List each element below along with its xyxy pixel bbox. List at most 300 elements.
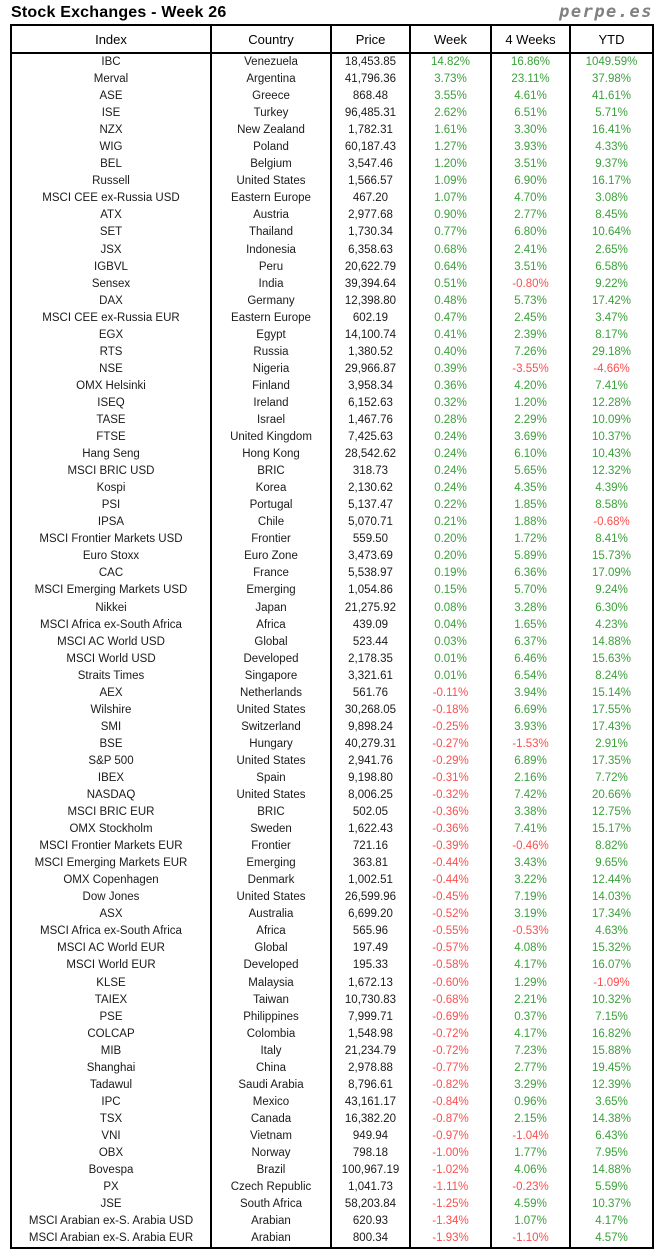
price-cell: 1,782.31 — [332, 122, 411, 139]
ytd-cell: 10.32% — [591, 993, 631, 1006]
week-cell: 0.24% — [411, 446, 492, 463]
four-weeks-cell: 16.86% — [492, 54, 571, 71]
country-cell: Frontier — [212, 531, 332, 548]
index-cell: WIG — [12, 139, 212, 156]
country-cell: Taiwan — [212, 992, 332, 1009]
ytd-cell: 9.24% — [595, 584, 628, 597]
ytd-cell: 17.35% — [591, 754, 631, 767]
table-row — [12, 923, 652, 940]
week-cell: 0.04% — [411, 617, 492, 634]
price-cell: 7,999.71 — [332, 1009, 411, 1026]
ytd-cell: 8.82% — [595, 840, 628, 853]
week-cell: -0.25% — [411, 719, 492, 736]
ytd-cell: 2.65% — [595, 243, 628, 256]
week-cell: -0.87% — [411, 1111, 492, 1128]
week-cell: -1.11% — [411, 1179, 492, 1196]
table-row — [12, 770, 652, 787]
country-cell: Vietnam — [212, 1128, 332, 1145]
four-weeks-cell: 1.65% — [492, 617, 571, 634]
four-weeks-cell: 4.70% — [492, 190, 571, 207]
column-header-4-weeks: 4 Weeks — [492, 26, 571, 52]
country-cell: Indonesia — [212, 242, 332, 259]
table-row — [12, 1196, 652, 1213]
price-cell: 6,152.63 — [332, 395, 411, 412]
four-weeks-cell: 1.29% — [492, 975, 571, 992]
week-cell: -0.82% — [411, 1077, 492, 1094]
ytd-cell: 19.45% — [591, 1061, 631, 1074]
price-cell: 195.33 — [332, 957, 411, 974]
country-cell: Austria — [212, 207, 332, 224]
price-cell: 1,054.86 — [332, 582, 411, 599]
table-row — [12, 617, 652, 634]
index-cell: IBC — [12, 54, 212, 71]
table-row — [12, 889, 652, 906]
index-cell: NZX — [12, 122, 212, 139]
price-cell: 5,137.47 — [332, 497, 411, 514]
country-cell: Venezuela — [212, 54, 332, 71]
table-row — [12, 992, 652, 1009]
price-cell: 8,796.61 — [332, 1077, 411, 1094]
country-cell: Euro Zone — [212, 548, 332, 565]
table-row — [12, 685, 652, 702]
week-cell: -1.25% — [411, 1196, 492, 1213]
week-cell: -0.60% — [411, 975, 492, 992]
ytd-cell: 4.33% — [595, 141, 628, 154]
week-cell: -0.11% — [411, 685, 492, 702]
ytd-cell: 29.18% — [591, 345, 631, 358]
week-cell: 0.24% — [411, 429, 492, 446]
week-cell: 0.20% — [411, 548, 492, 565]
week-cell: -0.45% — [411, 889, 492, 906]
four-weeks-cell: -1.10% — [492, 1230, 571, 1247]
week-cell: 0.68% — [411, 242, 492, 259]
table-row — [12, 855, 652, 872]
table-row — [12, 122, 652, 139]
table-row — [12, 463, 652, 480]
column-header-index: Index — [12, 26, 212, 52]
price-cell: 5,070.71 — [332, 514, 411, 531]
week-cell: -1.00% — [411, 1145, 492, 1162]
index-cell: PSI — [12, 497, 212, 514]
table-row — [12, 327, 652, 344]
ytd-cell: 15.32% — [591, 942, 631, 955]
week-cell: -0.69% — [411, 1009, 492, 1026]
table-row — [12, 1077, 652, 1094]
country-cell: Australia — [212, 906, 332, 923]
week-cell: 0.19% — [411, 565, 492, 582]
index-cell: Kospi — [12, 480, 212, 497]
four-weeks-cell: 5.89% — [492, 548, 571, 565]
price-cell: 3,547.46 — [332, 156, 411, 173]
country-cell: Brazil — [212, 1162, 332, 1179]
week-cell: 0.47% — [411, 310, 492, 327]
week-cell: 0.24% — [411, 480, 492, 497]
price-cell: 3,958.34 — [332, 378, 411, 395]
table-row — [12, 634, 652, 651]
ytd-cell: 7.95% — [595, 1147, 628, 1159]
table-row — [12, 497, 652, 514]
country-cell: Canada — [212, 1111, 332, 1128]
index-cell: OMX Helsinki — [12, 378, 212, 395]
table-row — [12, 1213, 652, 1230]
index-cell: MSCI World USD — [12, 651, 212, 668]
price-cell: 1,566.57 — [332, 173, 411, 190]
country-cell: Russia — [212, 344, 332, 361]
country-cell: Finland — [212, 378, 332, 395]
country-cell: Japan — [212, 600, 332, 617]
week-cell: 0.51% — [411, 276, 492, 293]
price-cell: 1,730.34 — [332, 224, 411, 241]
index-cell: S&P 500 — [12, 753, 212, 770]
week-cell: -0.44% — [411, 855, 492, 872]
index-cell: MSCI Africa ex-South Africa — [12, 923, 212, 940]
ytd-cell: 12.32% — [591, 465, 631, 478]
week-cell: -0.58% — [411, 957, 492, 974]
four-weeks-cell: 1.20% — [492, 395, 571, 412]
four-weeks-cell: 6.10% — [492, 446, 571, 463]
four-weeks-cell: 5.73% — [492, 293, 571, 310]
table-body — [12, 54, 652, 1247]
ytd-cell: 14.03% — [591, 891, 631, 904]
index-cell: BEL — [12, 156, 212, 173]
ytd-cell: 16.17% — [591, 175, 631, 188]
index-cell: Euro Stoxx — [12, 548, 212, 565]
index-cell: MSCI Frontier Markets EUR — [12, 838, 212, 855]
week-cell: 0.64% — [411, 259, 492, 276]
table-row — [12, 719, 652, 736]
table-row — [12, 1111, 652, 1128]
price-cell: 1,548.98 — [332, 1026, 411, 1043]
ytd-cell: 4.63% — [595, 925, 628, 938]
four-weeks-cell: 2.45% — [492, 310, 571, 327]
index-cell: ASX — [12, 906, 212, 923]
four-weeks-cell: 2.16% — [492, 770, 571, 787]
table-row — [12, 753, 652, 770]
four-weeks-cell: 6.46% — [492, 651, 571, 668]
four-weeks-cell: 2.29% — [492, 412, 571, 429]
four-weeks-cell: -1.04% — [492, 1128, 571, 1145]
price-cell: 1,467.76 — [332, 412, 411, 429]
table-row — [12, 906, 652, 923]
price-cell: 1,672.13 — [332, 975, 411, 992]
index-cell: KLSE — [12, 975, 212, 992]
index-cell: Hang Seng — [12, 446, 212, 463]
week-cell: 0.36% — [411, 378, 492, 395]
four-weeks-cell: 3.51% — [492, 259, 571, 276]
ytd-cell: 17.55% — [591, 703, 631, 716]
index-cell: ATX — [12, 207, 212, 224]
four-weeks-cell: 6.89% — [492, 753, 571, 770]
four-weeks-cell: -0.80% — [492, 276, 571, 293]
country-cell: Turkey — [212, 105, 332, 122]
price-cell: 620.93 — [332, 1213, 411, 1230]
index-cell: TAIEX — [12, 992, 212, 1009]
week-cell: -0.57% — [411, 940, 492, 957]
index-cell: ASE — [12, 88, 212, 105]
price-cell: 58,203.84 — [332, 1196, 411, 1213]
country-cell: Sweden — [212, 821, 332, 838]
price-cell: 12,398.80 — [332, 293, 411, 310]
four-weeks-cell: 6.36% — [492, 565, 571, 582]
index-cell: MSCI AC World EUR — [12, 940, 212, 957]
country-cell: Arabian — [212, 1230, 332, 1247]
table-row — [12, 1043, 652, 1060]
price-cell: 602.19 — [332, 310, 411, 327]
index-cell: VNI — [12, 1128, 212, 1145]
index-cell: Dow Jones — [12, 889, 212, 906]
index-cell: IPC — [12, 1094, 212, 1111]
ytd-cell: 16.07% — [591, 959, 631, 972]
week-cell: 1.07% — [411, 190, 492, 207]
ytd-cell: 14.88% — [591, 1164, 631, 1177]
index-cell: EGX — [12, 327, 212, 344]
price-cell: 439.09 — [332, 617, 411, 634]
index-cell: OMX Stockholm — [12, 821, 212, 838]
four-weeks-cell: 3.69% — [492, 429, 571, 446]
ytd-cell: 7.41% — [595, 379, 628, 392]
index-cell: ISE — [12, 105, 212, 122]
four-weeks-cell: 1.72% — [492, 531, 571, 548]
table-row — [12, 105, 652, 122]
week-cell: -0.39% — [411, 838, 492, 855]
country-cell: Denmark — [212, 872, 332, 889]
ytd-cell: 10.64% — [591, 226, 631, 239]
index-cell: Tadawul — [12, 1077, 212, 1094]
week-cell: -0.84% — [411, 1094, 492, 1111]
four-weeks-cell: 6.69% — [492, 702, 571, 719]
table-row — [12, 71, 652, 88]
country-cell: Thailand — [212, 224, 332, 241]
four-weeks-cell: 3.93% — [492, 139, 571, 156]
country-cell: Philippines — [212, 1009, 332, 1026]
ytd-cell: 4.23% — [595, 618, 628, 631]
four-weeks-cell: 3.38% — [492, 804, 571, 821]
price-cell: 20,622.79 — [332, 259, 411, 276]
country-cell: India — [212, 276, 332, 293]
price-cell: 2,130.62 — [332, 480, 411, 497]
country-cell: Nigeria — [212, 361, 332, 378]
ytd-cell: 3.08% — [595, 192, 628, 205]
week-cell: 1.20% — [411, 156, 492, 173]
country-cell: Africa — [212, 617, 332, 634]
ytd-cell: 4.39% — [595, 482, 628, 495]
index-cell: MSCI Africa ex-South Africa — [12, 617, 212, 634]
four-weeks-cell: 6.51% — [492, 105, 571, 122]
price-cell: 868.48 — [332, 88, 411, 105]
price-cell: 502.05 — [332, 804, 411, 821]
ytd-cell: 5.71% — [595, 107, 628, 120]
ytd-cell: 17.34% — [591, 908, 631, 921]
table-row — [12, 378, 652, 395]
price-cell: 18,453.85 — [332, 54, 411, 71]
price-cell: 28,542.62 — [332, 446, 411, 463]
index-cell: PSE — [12, 1009, 212, 1026]
index-cell: MSCI BRIC EUR — [12, 804, 212, 821]
table-row — [12, 259, 652, 276]
ytd-cell: 5.59% — [595, 1181, 628, 1194]
index-cell: JSE — [12, 1196, 212, 1213]
week-cell: 14.82% — [411, 54, 492, 71]
price-cell: 100,967.19 — [332, 1162, 411, 1179]
index-cell: CAC — [12, 565, 212, 582]
four-weeks-cell: 3.30% — [492, 122, 571, 139]
country-cell: Germany — [212, 293, 332, 310]
column-header-price: Price — [332, 26, 411, 52]
ytd-cell: 12.44% — [591, 874, 631, 887]
ytd-cell: 41.61% — [591, 90, 631, 103]
price-cell: 1,380.52 — [332, 344, 411, 361]
ytd-cell: -1.09% — [593, 976, 630, 989]
ytd-cell: 9.37% — [595, 158, 628, 171]
country-cell: United States — [212, 889, 332, 906]
country-cell: Korea — [212, 480, 332, 497]
week-cell: -0.36% — [411, 804, 492, 821]
week-cell: -0.55% — [411, 923, 492, 940]
table-row — [12, 1230, 652, 1247]
price-cell: 6,358.63 — [332, 242, 411, 259]
week-cell: 0.40% — [411, 344, 492, 361]
price-cell: 39,394.64 — [332, 276, 411, 293]
week-cell: -0.44% — [411, 872, 492, 889]
week-cell: 0.22% — [411, 497, 492, 514]
country-cell: Emerging — [212, 582, 332, 599]
column-header-country: Country — [212, 26, 332, 52]
country-cell: Mexico — [212, 1094, 332, 1111]
index-cell: MSCI Emerging Markets EUR — [12, 855, 212, 872]
table-row — [12, 702, 652, 719]
four-weeks-cell: 6.37% — [492, 634, 571, 651]
four-weeks-cell: 3.51% — [492, 156, 571, 173]
four-weeks-cell: 4.61% — [492, 88, 571, 105]
week-cell: -0.27% — [411, 736, 492, 753]
country-cell: Hungary — [212, 736, 332, 753]
index-cell: ISEQ — [12, 395, 212, 412]
ytd-cell: 3.65% — [595, 1095, 628, 1108]
index-cell: MSCI CEE ex-Russia USD — [12, 190, 212, 207]
ytd-cell: 7.72% — [595, 771, 628, 784]
country-cell: Developed — [212, 957, 332, 974]
country-cell: United States — [212, 702, 332, 719]
index-cell: Merval — [12, 71, 212, 88]
table-row — [12, 310, 652, 327]
four-weeks-cell: 7.26% — [492, 344, 571, 361]
ytd-cell: 8.45% — [595, 209, 628, 222]
index-cell: NSE — [12, 361, 212, 378]
stock-exchanges-table — [10, 24, 654, 1249]
country-cell: Italy — [212, 1043, 332, 1060]
price-cell: 21,275.92 — [332, 600, 411, 617]
table-row — [12, 190, 652, 207]
price-cell: 559.50 — [332, 531, 411, 548]
price-cell: 949.94 — [332, 1128, 411, 1145]
index-cell: MSCI BRIC USD — [12, 463, 212, 480]
week-cell: 1.27% — [411, 139, 492, 156]
table-row — [12, 582, 652, 599]
country-cell: BRIC — [212, 463, 332, 480]
price-cell: 1,622.43 — [332, 821, 411, 838]
index-cell: BSE — [12, 736, 212, 753]
week-cell: -0.18% — [411, 702, 492, 719]
index-cell: COLCAP — [12, 1026, 212, 1043]
four-weeks-cell: 6.80% — [492, 224, 571, 241]
four-weeks-cell: -3.55% — [492, 361, 571, 378]
index-cell: Sensex — [12, 276, 212, 293]
ytd-cell: 15.14% — [591, 686, 631, 699]
price-cell: 7,425.63 — [332, 429, 411, 446]
index-cell: Bovespa — [12, 1162, 212, 1179]
ytd-cell: 9.65% — [595, 857, 628, 870]
table-row — [12, 1009, 652, 1026]
week-cell: 1.09% — [411, 173, 492, 190]
four-weeks-cell: 2.15% — [492, 1111, 571, 1128]
week-cell: -0.72% — [411, 1026, 492, 1043]
table-header-row — [12, 26, 652, 54]
country-cell: Belgium — [212, 156, 332, 173]
column-header-ytd: YTD — [598, 31, 625, 47]
ytd-cell: 12.39% — [591, 1078, 631, 1091]
index-cell: OBX — [12, 1145, 212, 1162]
country-cell: Frontier — [212, 838, 332, 855]
price-cell: 1,002.51 — [332, 872, 411, 889]
ytd-cell: 14.38% — [591, 1112, 631, 1125]
price-cell: 197.49 — [332, 940, 411, 957]
price-cell: 800.34 — [332, 1230, 411, 1247]
country-cell: Malaysia — [212, 975, 332, 992]
table-row — [12, 821, 652, 838]
four-weeks-cell: 3.19% — [492, 906, 571, 923]
four-weeks-cell: 1.85% — [492, 497, 571, 514]
price-cell: 318.73 — [332, 463, 411, 480]
index-cell: MSCI Arabian ex-S. Arabia EUR — [12, 1230, 212, 1247]
table-row — [12, 361, 652, 378]
table-row — [12, 1145, 652, 1162]
country-cell: Israel — [212, 412, 332, 429]
index-cell: AEX — [12, 685, 212, 702]
index-cell: SET — [12, 224, 212, 241]
four-weeks-cell: 2.39% — [492, 327, 571, 344]
ytd-cell: 37.98% — [591, 73, 631, 86]
ytd-cell: 2.91% — [595, 737, 628, 750]
ytd-cell: 9.22% — [595, 277, 628, 290]
table-row — [12, 872, 652, 889]
index-cell: Wilshire — [12, 702, 212, 719]
ytd-cell: 8.24% — [595, 669, 628, 682]
index-cell: TASE — [12, 412, 212, 429]
ytd-cell: 10.09% — [591, 413, 631, 426]
country-cell: Portugal — [212, 497, 332, 514]
ytd-cell: 7.15% — [595, 1010, 628, 1023]
index-cell: IBEX — [12, 770, 212, 787]
ytd-cell: -4.66% — [593, 362, 630, 375]
table-row — [12, 156, 652, 173]
brand-logo: perpe.es — [559, 2, 653, 22]
four-weeks-cell: 3.28% — [492, 600, 571, 617]
four-weeks-cell: 0.37% — [492, 1009, 571, 1026]
ytd-cell: 15.17% — [591, 823, 631, 836]
price-cell: 43,161.17 — [332, 1094, 411, 1111]
index-cell: MSCI AC World USD — [12, 634, 212, 651]
ytd-cell: 10.37% — [591, 1198, 631, 1211]
ytd-cell: 8.17% — [595, 328, 628, 341]
index-cell: NASDAQ — [12, 787, 212, 804]
ytd-cell: -0.68% — [593, 516, 630, 529]
week-cell: 0.15% — [411, 582, 492, 599]
table-row — [12, 1179, 652, 1196]
country-cell: Arabian — [212, 1213, 332, 1230]
ytd-cell: 4.17% — [595, 1215, 628, 1228]
country-cell: Global — [212, 940, 332, 957]
four-weeks-cell: 2.77% — [492, 207, 571, 224]
